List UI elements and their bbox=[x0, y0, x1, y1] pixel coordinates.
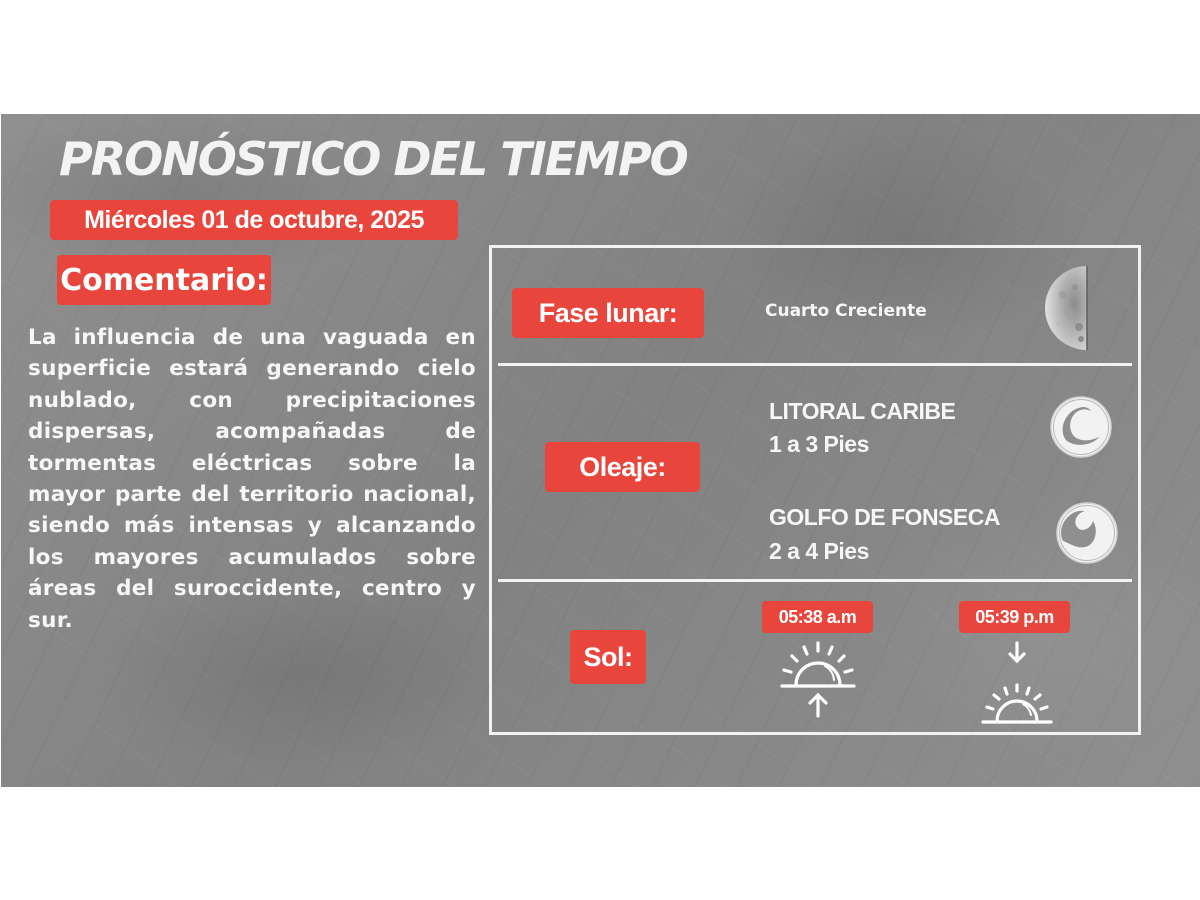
waves-label-badge bbox=[545, 442, 700, 492]
first-quarter-moon-icon bbox=[1045, 265, 1091, 351]
comment-label-badge bbox=[57, 255, 271, 305]
sunrise-time: 05:38 a.m bbox=[778, 606, 857, 627]
moon-phase-value: Cuarto Creciente bbox=[765, 301, 927, 321]
sunset-time-badge bbox=[959, 601, 1070, 633]
moon-phase-label: Fase lunar: bbox=[538, 297, 678, 328]
date-text: Miércoles 01 de octubre, 2025 bbox=[84, 205, 424, 234]
section-divider bbox=[498, 579, 1132, 582]
wave-height-fonseca: 2 a 4 Pies bbox=[769, 538, 869, 564]
info-panel bbox=[489, 245, 1141, 735]
page-title: PRONÓSTICO DEL TIEMPO bbox=[59, 132, 687, 186]
sunset-icon bbox=[979, 641, 1055, 725]
date-badge bbox=[50, 200, 458, 240]
wave-height-caribe: 1 a 3 Pies bbox=[769, 431, 869, 457]
wave-region-caribe: LITORAL CARIBE bbox=[769, 398, 956, 424]
sunset-time: 05:39 p.m bbox=[975, 606, 1054, 627]
wave-icon bbox=[1049, 395, 1113, 459]
moon-phase-label-badge bbox=[512, 288, 704, 338]
sun-label-badge bbox=[570, 630, 646, 684]
wave-icon bbox=[1055, 501, 1119, 565]
comment-label: Comentario: bbox=[60, 262, 268, 298]
sunrise-time-badge bbox=[762, 601, 873, 633]
sun-label: Sol: bbox=[583, 641, 633, 672]
section-divider bbox=[498, 363, 1132, 366]
sunrise-icon bbox=[778, 640, 858, 718]
comment-body: La influencia de una vaguada en superficie estará generando cielo nublado, con precipitaciones dispersas, acompañadas de tormentas eléctricas sobre la mayor parte del territorio nacional, siendo más intensas y alcanzando los mayores acumulados sobre áreas del suroccidente, centro y sur. bbox=[28, 325, 476, 633]
waves-label: Oleaje: bbox=[579, 451, 666, 482]
weather-forecast-poster bbox=[1, 114, 1200, 787]
wave-region-fonseca: GOLFO DE FONSECA bbox=[769, 504, 1000, 530]
